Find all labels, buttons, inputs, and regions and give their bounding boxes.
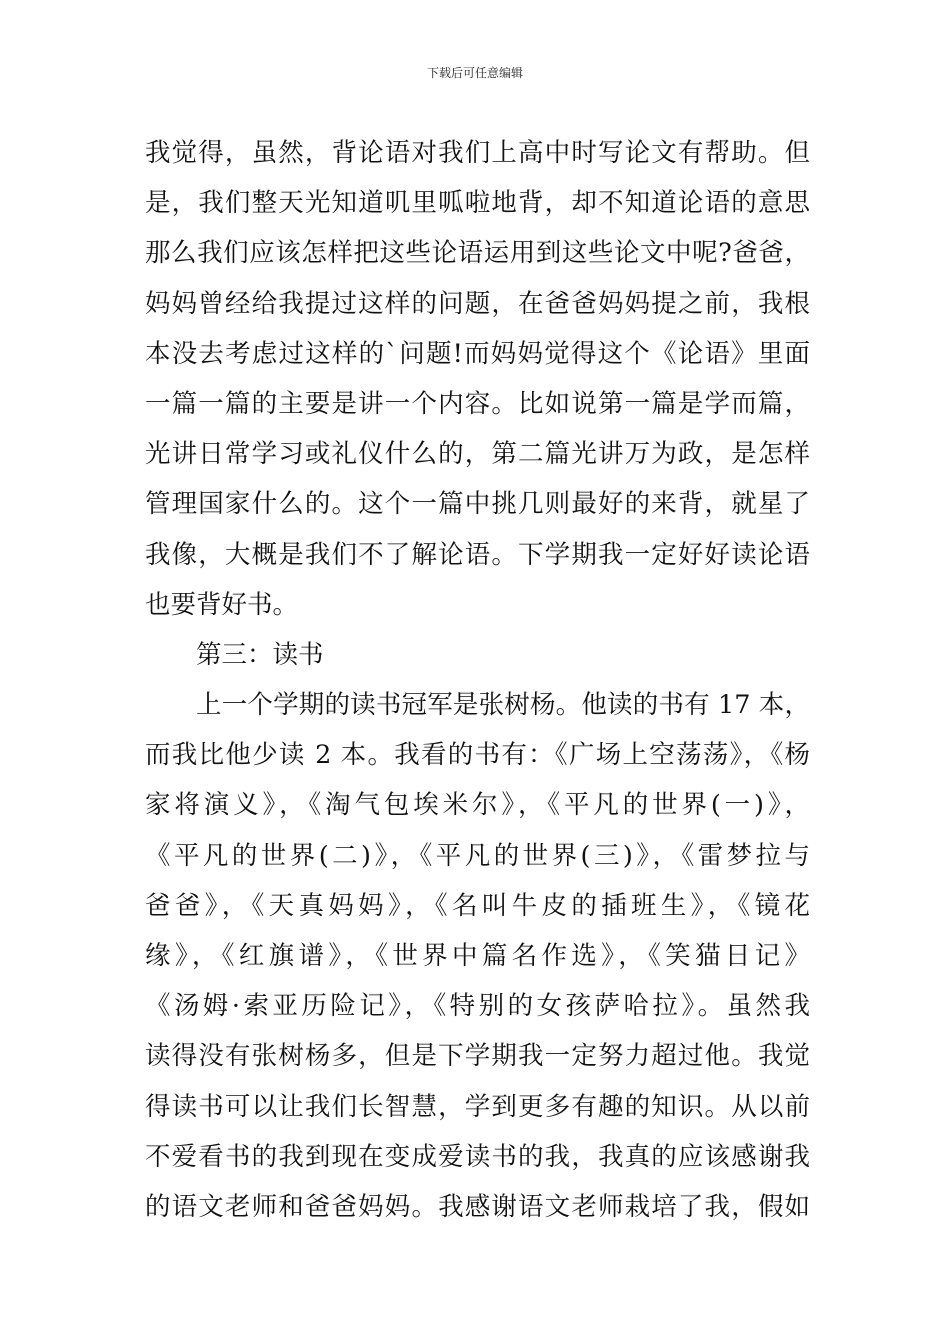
paragraph-line: 是，我们整天光知道叽里呱啦地背，却不知道论语的意思 xyxy=(145,188,810,219)
paragraph-line: 一篇一篇的主要是讲一个内容。比如说第一篇是学而篇， xyxy=(145,388,810,419)
paragraph-line: 光讲日常学习或礼仪什么的，第二篇光讲万为政，是怎样 xyxy=(145,439,810,470)
paragraph-line: 《汤姆·索亚历险记》，《特别的女孩萨哈拉》。虽然我 xyxy=(145,991,810,1022)
section-heading: 第三：读书 xyxy=(196,639,324,670)
paragraph-line: 不爱看书的我到现在变成爱读书的我，我真的应该感谢我 xyxy=(145,1141,810,1172)
paragraph-line: 我觉得，虽然，背论语对我们上高中时写论文有帮助。但 xyxy=(145,138,810,168)
paragraph-line: 缘》，《红旗谱》，《世界中篇名作选》，《笑猫日记》 xyxy=(145,941,810,971)
paragraph-line: 那么我们应该怎样把这些论语运用到这些论文中呢?爸爸， xyxy=(145,238,810,269)
paragraph-line: 本没去考虑过这样的`问题!而妈妈觉得这个《论语》里面 xyxy=(145,338,810,369)
paragraph-line: 管理国家什么的。这个一篇中挑几则最好的来背，就星了 xyxy=(145,489,810,520)
paragraph-line: 爸爸》，《天真妈妈》，《名叫牛皮的插班生》，《镜花 xyxy=(145,890,810,921)
paragraph-line: 得读书可以让我们长智慧，学到更多有趣的知识。从以前 xyxy=(145,1091,810,1122)
paragraph-line: 家将演义》，《淘气包埃米尔》，《平凡的世界(一)》， xyxy=(145,790,810,821)
document-body xyxy=(145,128,810,1232)
paragraph-line: 妈妈曾经给我提过这样的问题，在爸爸妈妈提之前，我根 xyxy=(145,288,810,319)
paragraph-line: 的语文老师和爸爸妈妈。我感谢语文老师栽培了我，假如 xyxy=(145,1191,810,1222)
page-header: 下载后可任意编辑 xyxy=(426,66,523,80)
paragraph-line: 我像，大概是我们不了解论语。下学期我一定好好读论语 xyxy=(145,539,810,570)
paragraph-line: 《平凡的世界(二)》，《平凡的世界(三)》，《雷梦拉与 xyxy=(145,840,810,871)
paragraph-line: 也要背好书。 xyxy=(145,589,299,620)
paragraph-line: 读得没有张树杨多，但是下学期我一定努力超过他。我觉 xyxy=(145,1041,810,1072)
paragraph-line: 上一个学期的读书冠军是张树杨。他读的书有 17 本， xyxy=(196,690,810,721)
paragraph-line: 而我比他少读 2 本。我看的书有：《广场上空荡荡》，《杨 xyxy=(145,740,810,771)
